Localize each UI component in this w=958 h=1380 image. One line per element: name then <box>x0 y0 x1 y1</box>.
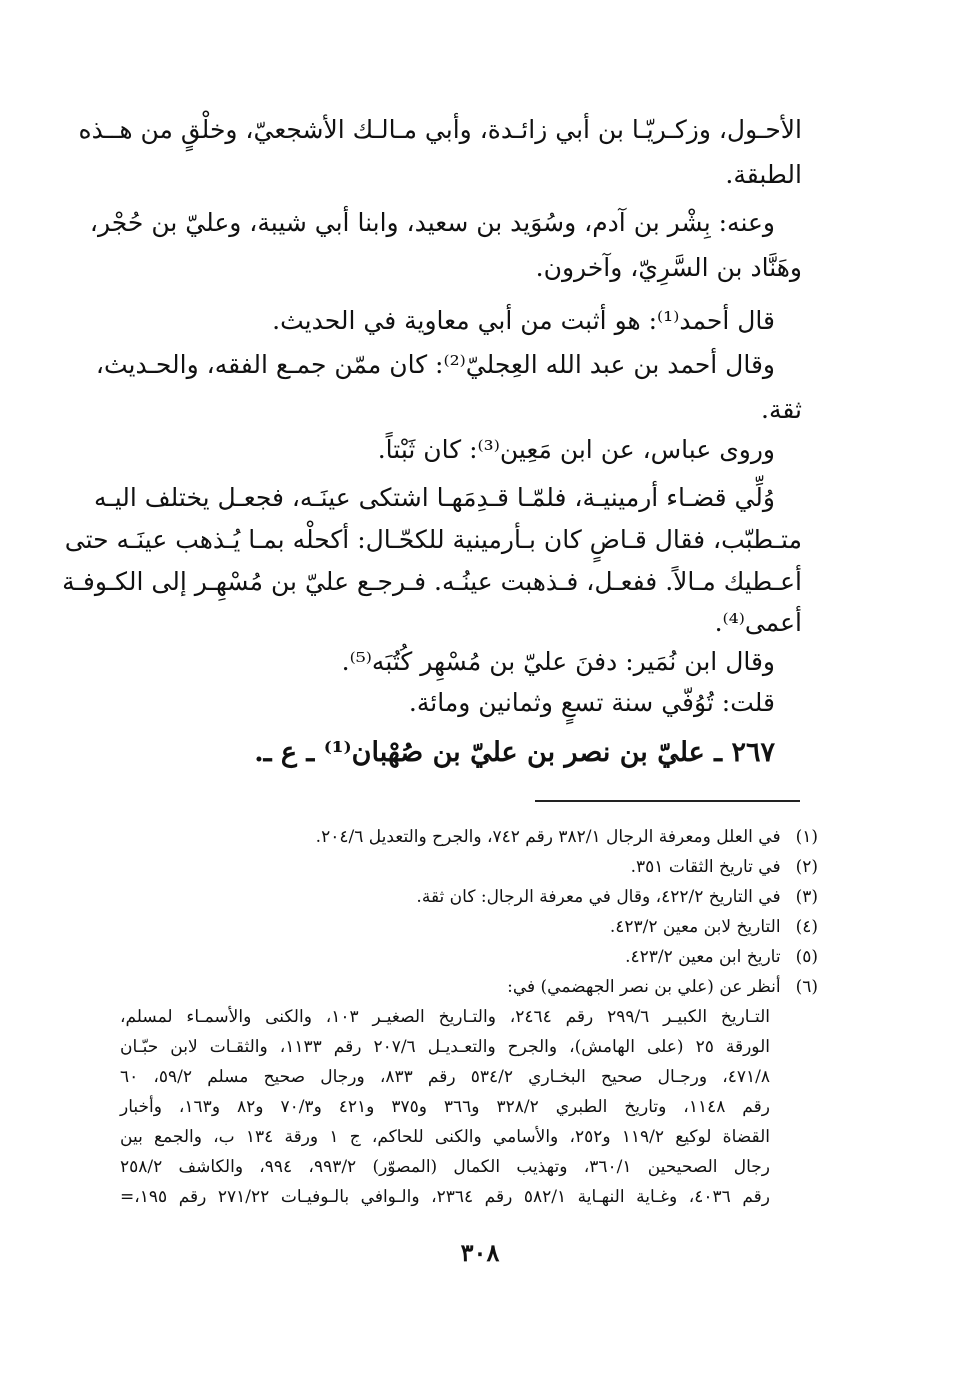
footnote-number: (٦) <box>795 977 818 997</box>
body-line: وُلِّي قضـاء أرمينيـة، فلمّـا قـدِمَهـا اشتكى عينَـه، فجعـل يختلف اليـه <box>93 483 775 512</box>
footnote-text: تاريخ ابن معين ٤٢٣/٢. <box>625 947 781 967</box>
body-line: وروى عباس، عن ابن مَعِين⁽³⁾: كان ثَبْتاً. <box>377 435 775 464</box>
footnote-continuation: رقم ٤٠٣٦، وغـاية النهـاية ٥٨٢/١ رقم ٢٣٦٤، والـوافي بالـوفيـات ٢٧١/٢٢ رقم ١٩٥،= <box>120 1187 770 1207</box>
footnote-number: (٤) <box>795 917 818 937</box>
body-line: أعـطيك مـالاً. ففعـل، فـذهبت عينُـه. فـرجـع عليّ بن مُسْهِـر إلى الكـوفـة <box>62 567 802 596</box>
entry-heading: ٢٦٧ ـ عليّ بن نصر بن عليّ بن صُهْبان⁽¹⁾ ـ ع ـ. <box>254 737 775 768</box>
footnote-text: في العلل ومعرفة الرجال ٣٨٢/١ رقم ٧٤٢، والجرح والتعديل ٢٠٤/٦. <box>315 827 781 847</box>
footnote-continuation: ٤٧١/٨، ورجـال صحيح البخـاري ٥٣٤/٢ رقم ٨٣٣، ورجال صحيح مسلم ٥٩/٢، ٦٠ <box>120 1067 770 1087</box>
body-line: متـطبّب، فقال قـاضٍ كان بـأرمينية للكحّـال: أكحلْه بمـا يُـذهب عينَـه حتى <box>64 525 802 554</box>
body-line: وعنه: بِشْر بن آدم، وسُوَيد بن سعيد، وابنا أبي شيبة، وعليّ بن حُجْر، <box>89 208 775 237</box>
footnote <box>507 973 818 1001</box>
body-line: الأحـول، وزكـريّـا بن أبي زائـدة، وأبي مـالـك الأشجعيّ، وخلْقٍ من هــذه <box>78 115 802 144</box>
footnote-continuation: التـاريخ الكبيـر ٢٩٩/٦ رقم ٢٤٦٤، والتـاريخ الصغيـر ١٠٣، والكنى والأسمـاء لمسلم، <box>120 1007 770 1027</box>
footnote-number: (١) <box>795 827 818 847</box>
footnote-number: (٢) <box>795 857 818 877</box>
body-line: الطبقة. <box>725 160 802 189</box>
footnote-number: (٣) <box>795 887 818 907</box>
footnote-text: في التاريخ ٤٢٢/٢، وقال في معرفة الرجال: كان ثقة. <box>416 887 781 907</box>
footnote-text: في تاريخ الثقات ٣٥١. <box>630 857 781 877</box>
footnote-text: التاريخ لابن معين ٤٢٣/٢. <box>609 917 781 937</box>
body-line: وقال ابن نُمَير: دفنَ عليّ بن مُسْهِر كُتُبَه⁽⁵⁾. <box>341 647 775 676</box>
body-line: ثقة. <box>761 395 802 424</box>
footnote <box>631 853 818 881</box>
footnote-separator <box>535 800 800 802</box>
body-line: وهَنَّاد بن السَّرِيّ، وآخرون. <box>535 253 802 282</box>
body-line: أعمى⁽⁴⁾. <box>714 608 802 637</box>
footnote-continuation: رجال الصحيحين ٣٦٠/١، وتهذيب الكمال (المصوّر) ٩٩٣/٢، ٩٩٤، والكاشف ٢٥٨/٢ <box>120 1157 771 1177</box>
body-line: قال أحمد⁽¹⁾: هو أثبت من أبي معاوية في الحديث. <box>272 306 775 335</box>
footnote-continuation: الورقة ٢٥ (على الهامش)، والجرح والتعـديـل ٢٠٧/٦ رقم ١١٣٣، والثقـات لابن حبّـان <box>120 1037 770 1057</box>
body-line: وقال أحمد بن عبد الله العِجليّ⁽²⁾: كان ممّن جمـع الفقه، والحـديث، <box>95 350 775 379</box>
footnote <box>416 883 818 911</box>
footnote-continuation: رقم ١١٤٨، وتاريخ الطبري ٣٢٨/٢ و٣٦٦ و٣٧٥ و٤٢١ و٧٠/٣ و٨٢ و١٦٣، وأخبار <box>120 1097 770 1117</box>
footnote-continuation: القضاة لوكيع ١١٩/٢ و٢٥٢، والأسامي والكنى للحاكم، ج ١ ورقة ١٣٤ ب، والجمع بين <box>120 1127 771 1147</box>
footnote <box>610 913 818 941</box>
body-line: قلت: تُوُفّي سنة تسعٍ وثمانين ومائة. <box>408 688 775 717</box>
page-number: ٣٠٨ <box>460 1238 500 1267</box>
footnote-number: (٥) <box>795 947 818 967</box>
footnote-text: أنظر عن (علي بن نصر الجهضمي) في: <box>507 977 781 997</box>
footnote <box>625 943 818 971</box>
footnote <box>316 823 818 851</box>
